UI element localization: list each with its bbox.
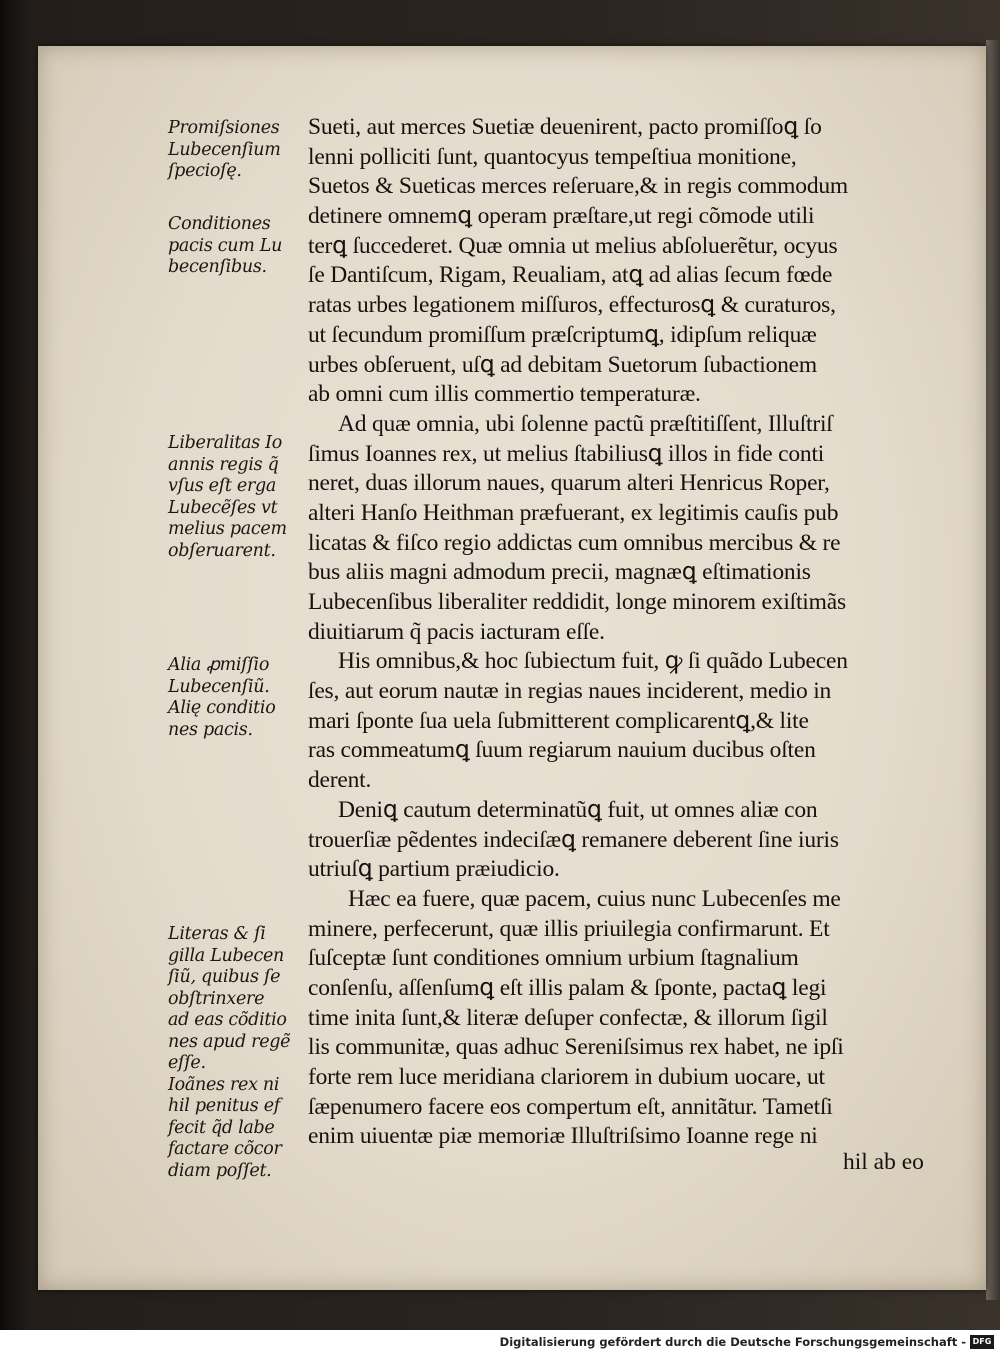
- text-line: minere, perfecerunt, quæ illis priuilegia confirmarunt. Et: [308, 915, 830, 942]
- margin-note-line: eſſe.: [168, 1053, 206, 1073]
- text-line: derent.: [308, 767, 372, 794]
- margin-note-line: Lubecenſiũ.: [168, 676, 270, 697]
- dfg-logo-icon: DFG: [970, 1335, 994, 1349]
- margin-note-line: ſpecioſę.: [168, 161, 242, 181]
- margin-note-2: [168, 214, 303, 279]
- margin-note-line: ſiũ, quibus ſe: [168, 967, 281, 987]
- margin-note-line: nes pacis.: [168, 719, 253, 740]
- text-line: Hæc ea fuere, quæ pacem, cuius nunc Lubecenſes me: [348, 885, 841, 912]
- margin-note-line: obſeruarent.: [168, 540, 276, 561]
- margin-note-line: annis regis q̃: [168, 454, 279, 475]
- text-line: lis communitæ, quas adhuc Sereniſsimus rex habet, ne ipſi: [308, 1034, 844, 1061]
- text-line: enim uiuentæ piæ memoriæ Illuſtriſsimo Ioanne rege ni: [308, 1123, 818, 1150]
- text-line: ſimus Ioannes rex, ut melius ſtabiliusꝗ illos in fide conti: [308, 440, 825, 467]
- margin-note-line: Lubecẽſes vt: [168, 497, 278, 518]
- margin-note-line: ad eas cõditio: [168, 1010, 287, 1030]
- text-line: trouerſiæ pẽdentes indeciſæꝗ remanere deberent ſine iuris: [308, 826, 839, 853]
- text-line: Sueti, aut merces Suetiæ deuenirent, pacto promiſſoꝗ ſo: [308, 114, 822, 140]
- text-line: terꝗ ſuccederet. Quæ omnia ut melius abſoluerẽtur, ocyus: [308, 232, 838, 259]
- margin-note-5: [168, 924, 303, 1182]
- margin-note-line: nes apud regẽ: [168, 1031, 291, 1052]
- margin-note-line: Liberalitas Io: [168, 433, 283, 453]
- margin-note-line: diam poſſet.: [168, 1160, 272, 1181]
- text-line: Suetos & Sueticas merces reſeruare,& in regis commodum: [308, 173, 848, 200]
- text-line: ut ſecundum promiſſum præſcriptumꝗ, idipſum reliquæ: [308, 321, 817, 348]
- text-line: forte rem luce meridiana clariorem in dubium uocare, ut: [308, 1064, 825, 1090]
- margin-note-line: gilla Lubecen: [168, 945, 284, 966]
- margin-note-line: hil penitus ef: [168, 1096, 280, 1116]
- margin-note-line: Ioãnes rex ni: [168, 1074, 280, 1095]
- margin-note-1: [168, 118, 303, 183]
- margin-note-4: [168, 655, 303, 741]
- text-line: neret, duas illorum naues, quarum alteri Henricus Roper,: [308, 470, 830, 497]
- text-line: ratas urbes legationem miſſuros, effecturosꝗ & curaturos,: [308, 292, 836, 319]
- text-line: utriuſꝗ partium præiudicio.: [308, 856, 560, 883]
- margin-note-3: [168, 433, 303, 562]
- text-line: lenni polliciti ſunt, quantocyus tempeſtiua monitione,: [308, 143, 797, 170]
- text-line: Ad quæ omnia, ubi ſolenne pactũ præſtitiſſent, Illuſtriſ: [338, 410, 833, 437]
- text-line: mari ſponte ſua uela ſubmitterent complicarentꝗ,& lite: [308, 707, 809, 734]
- margin-note-line: becenſibus.: [168, 257, 267, 277]
- facing-page-edge: [986, 40, 1000, 1300]
- digitization-footer: [0, 1330, 1000, 1355]
- text-line: ſuſceptæ ſunt conditiones omnium urbium ſtagnalium: [308, 945, 799, 972]
- text-line: ſæpenumero facere eos compertum eſt, annitãtur. Tametſi: [308, 1093, 833, 1120]
- margin-note-line: Lubecenſium: [168, 139, 281, 160]
- text-line: licatas & fiſco regio addictas cum omnibus mercibus & re: [308, 529, 841, 556]
- margin-note-line: Promiſsiones: [168, 118, 280, 138]
- text-line: Lubecenſibus liberaliter reddidit, longe minorem exiſtimãs: [308, 589, 846, 615]
- margin-note-line: fecit q̃d labe: [168, 1117, 275, 1138]
- main-text-block: [308, 113, 938, 1152]
- margin-note-line: obſtrinxere: [168, 988, 265, 1009]
- funding-credit: Digitalisierung gefördert durch die Deutsche Forschungsgemeinschaft -: [499, 1335, 966, 1349]
- catchword: hil ab eo: [843, 1149, 924, 1175]
- text-line: ras commeatumꝗ ſuum regiarum nauium ducibus oſten: [308, 737, 816, 764]
- margin-note-line: vſus eſt erga: [168, 476, 277, 496]
- margin-note-line: pacis cum Lu: [168, 235, 283, 256]
- margin-note-line: Alia ꝓmiſſio: [168, 655, 270, 675]
- margin-note-line: factare cõcor: [168, 1139, 282, 1159]
- margin-note-line: Conditiones: [168, 214, 271, 234]
- margin-note-line: Alię conditio: [168, 698, 276, 718]
- text-line: detinere omnemꝗ operam præſtare,ut regi cõmode utili: [308, 203, 815, 230]
- text-line: ſes, aut eorum nautæ in regias naues inciderent, medio in: [308, 678, 832, 705]
- text-line: ab omni cum illis commertio temperaturæ.: [308, 381, 701, 408]
- margin-note-line: Literas & ſi: [168, 924, 266, 944]
- text-line: urbes obſeruent, uſꝗ ad debitam Suetorum ſubactionem: [308, 351, 817, 378]
- text-line: conſenſu, aſſenſumꝗ eſt illis palam & ſponte, pactaꝗ legi: [308, 974, 827, 1001]
- text-line: Deniꝗ cautum determinatũꝗ fuit, ut omnes aliæ con: [338, 796, 818, 823]
- text-line: alteri Hanſo Heithman præfuerant, ex legitimis cauſis pub: [308, 499, 839, 526]
- margin-note-line: melius pacem: [168, 519, 287, 539]
- text-line: ſe Dantiſcum, Rigam, Reualiam, atꝗ ad alias ſecum fœde: [308, 262, 833, 289]
- text-line: His omnibus,& hoc ſubiectum fuit, ꝙ ſi quãdo Lubecen: [338, 648, 848, 675]
- text-line: bus aliis magni admodum precii, magnæꝗ eſtimationis: [308, 559, 811, 586]
- text-line: time inita ſunt,& literæ deſuper confectæ, & illorum ſigil: [308, 1004, 828, 1031]
- text-line: diuitiarum q̃ pacis iacturam eſſe.: [308, 618, 605, 645]
